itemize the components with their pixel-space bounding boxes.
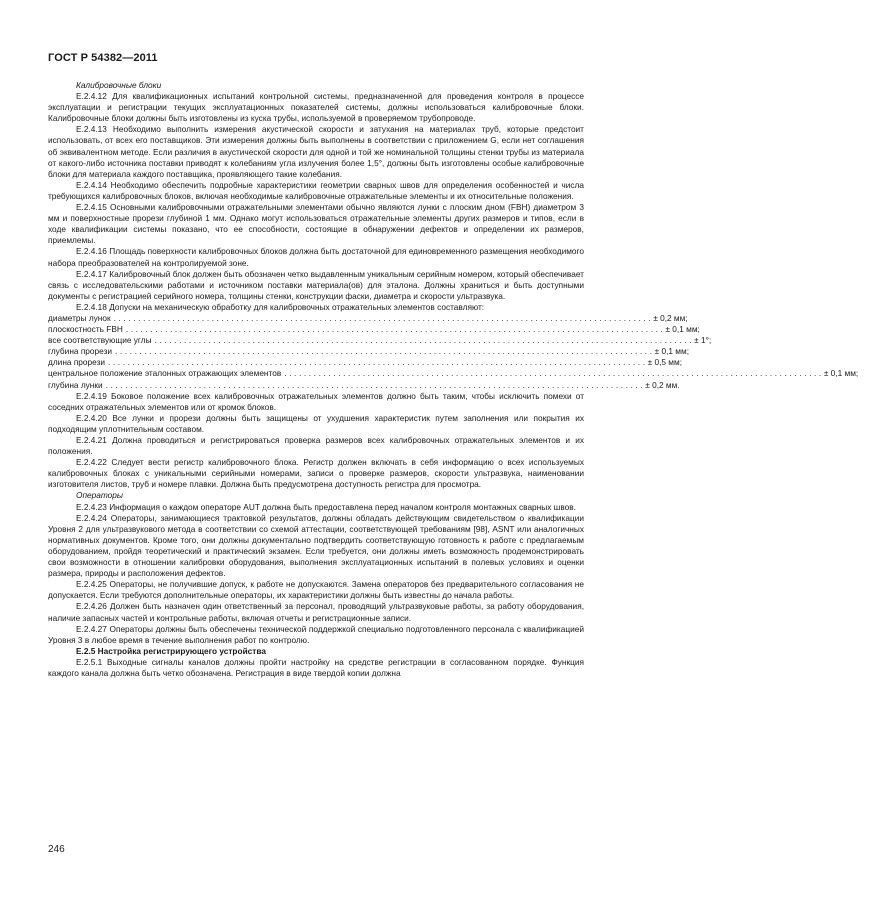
tolerance-row bbox=[48, 324, 700, 335]
paragraph-e-2-4-24: Е.2.4.24 Операторы, занимающиеся трактовкой результатов, должны обладать действующим свидетельством о квалификации Уровня 2 для ультразвукового метода в соответствии со схемой аттестации, соответствующей требованиям [98], ASNT или аналогичных нормативных документов. Кроме того, они должны документально подтвердить соответствующую готовность к работе с предлагаемым оборудованием, пройдя теоретический и практический экзамен. Если требуется, они должны иметь возможность продемонстрировать свои возможности в отношении калибровки оборудования, выполнения эксплуатационных испытаний в полевых условиях и оценки размера, природы и расположения дефектов. bbox=[48, 512, 584, 579]
paragraph-e-2-4-22: Е.2.4.22 Следует вести регистр калибровочного блока. Регистр должен включать в себя информацию о всех используемых калибровочных блоках с уникальными серийными номерами, записи о проверке размеров, скорости ультразвука, наименовании изготовителя листов, труб и номере плавки. Должна быть предусмотрена доступность регистра для просмотра. bbox=[48, 457, 584, 490]
dot-leader: .............................................................................................................. bbox=[113, 312, 654, 323]
dot-leader: .............................................................................................................. bbox=[125, 324, 666, 335]
paragraph-e-2-4-20: Е.2.4.20 Все лунки и прорези должны быть защищены от ухудшения характеристик путем заполнения или покрытия их подходящим уплотнительным составом. bbox=[48, 412, 584, 434]
tolerance-value: ± 0,2 мм. bbox=[645, 379, 680, 390]
paragraph-e-2-4-18: Е.2.4.18 Допуски на механическую обработку для калибровочных отражательных элементов составляют: bbox=[76, 301, 485, 312]
paragraph-e-2-4-14: Е.2.4.14 Необходимо обеспечить подробные характеристики геометрии сварных швов для определения особенностей и числа требующихся калибровочных блоков, включая необходимые калибровочные отражательные элементы и их относительные положения. bbox=[48, 179, 584, 201]
tolerance-value: ± 0,5 мм; bbox=[647, 357, 683, 368]
section-title-e-2-5: Е.2.5 Настройка регистрирующего устройства bbox=[76, 645, 266, 656]
tolerance-row bbox=[48, 357, 683, 368]
paragraph-e-2-4-27: Е.2.4.27 Операторы должны быть обеспечены технической поддержкой специально подготовленного персонала с квалификацией Уровня 3 в любое время в течение выполнения работ по контролю. bbox=[48, 623, 584, 645]
tolerance-list bbox=[48, 312, 859, 391]
paragraph-e-2-5-1: Е.2.5.1 Выходные сигналы каналов должны пройти настройку на средстве регистрации в согласованном порядке. Функция каждого канала должна быть четко обозначена. Регистрация в виде твердой копии должна bbox=[48, 656, 584, 678]
tolerance-row bbox=[48, 312, 688, 324]
paragraph-e-2-4-15: Е.2.4.15 Основными калибровочными отражательными элементами обычно являются лунки с плоским дном (FBH) диаметром 3 мм и поверхностные прорези глубиной 1 мм. Однако могут использоваться отражательные элементы других размеров и типов, если в ходе квалификации системы показано, что ее способности, состоящие в обнаружении дефектов и определении их размеров, приемлемы. bbox=[48, 202, 584, 246]
dot-leader: .............................................................................................................. bbox=[108, 357, 648, 368]
dot-leader: .............................................................................................................. bbox=[284, 368, 824, 379]
tolerance-row bbox=[48, 335, 712, 346]
tolerance-value: ± 1°; bbox=[694, 335, 712, 346]
tolerance-label: глубина лунки bbox=[48, 379, 103, 390]
paragraph-e-2-4-21: Е.2.4.21 Должна проводиться и регистрироваться проверка размеров всех калибровочных отражательных элементов и их положения. bbox=[48, 435, 584, 457]
tolerance-label: центральное положение эталонных отражающих элементов bbox=[48, 368, 282, 379]
tolerance-label: глубина прорези bbox=[48, 346, 113, 357]
tolerance-value: ± 0,1 мм; bbox=[823, 368, 859, 379]
tolerance-label: все соответствующие углы bbox=[48, 335, 152, 346]
tolerance-label: плоскостность FBH bbox=[48, 324, 123, 335]
section-title-calibration-blocks: Калибровочные блоки bbox=[76, 80, 162, 90]
tolerance-row bbox=[48, 379, 680, 391]
tolerance-label: длина прорези bbox=[48, 357, 106, 368]
paragraph-e-2-4-12: Е.2.4.12 Для квалификационных испытаний контрольной системы, предназначенной для проведения контроля в процессе эксплуатации и регистрации текущих эксплуатационных показателей системы, должны использоваться калибровочные блоки. Калибровочные блоки должны быть изготовлены из куска трубы, используемой в проверяемом трубопроводе. bbox=[48, 91, 584, 124]
tolerance-label: диаметры лунок bbox=[48, 312, 111, 323]
paragraph-e-2-4-25: Е.2.4.25 Операторы, не получившие допуск, к работе не допускаются. Замена операторов без предварительного согласования не допускается. Если требуются дополнительные операторы, их характеристики должны быть известны до начала работы. bbox=[48, 579, 584, 601]
document-header: ГОСТ Р 54382—2011 bbox=[48, 52, 158, 64]
paragraph-e-2-4-17: Е.2.4.17 Калибровочный блок должен быть обозначен четко выдавленным уникальным серийным номером, который обеспечивает связь с исследовательскими работами и источником поставки материала(ов) для эталона. Должны храниться и быть доступными документы с регистрацией серийного номера, толщины стенки, конструкции фаски, диаметра и скорости ультразвука. bbox=[48, 268, 584, 301]
page-number: 246 bbox=[48, 844, 65, 855]
section-title-operators: Операторы bbox=[76, 490, 124, 501]
document-body bbox=[48, 80, 859, 679]
tolerance-value: ± 0,2 мм; bbox=[653, 312, 688, 323]
tolerance-value: ± 0,1 мм; bbox=[654, 346, 690, 357]
tolerance-value: ± 0,1 мм; bbox=[665, 324, 700, 335]
paragraph-e-2-4-23: Е.2.4.23 Информация о каждом операторе AUT должна быть предоставлена перед началом контроля монтажных сварных швов. bbox=[76, 501, 576, 512]
tolerance-row bbox=[48, 346, 690, 357]
dot-leader: .............................................................................................................. bbox=[115, 346, 655, 357]
paragraph-e-2-4-16: Е.2.4.16 Площадь поверхности калибровочных блоков должна быть достаточной для единовременного размещения необходимого набора преобразователей на контролируемой зоне. bbox=[48, 246, 584, 268]
dot-leader: .............................................................................................................. bbox=[105, 379, 646, 390]
dot-leader: .............................................................................................................. bbox=[154, 335, 695, 346]
tolerance-row bbox=[48, 368, 859, 379]
paragraph-e-2-4-13: Е.2.4.13 Необходимо выполнить измерения акустической скорости и затухания на материалах труб, которые предстоит использовать, от всех его поставщиков. Эти измерения должны быть выполнены в соответствии с приложением G, если нет соглашения об эквивалентном методе. Если различия в акустической скорости для одной и той же номинальной толщины стенки трубы из материала от какого-либо источника поставки приводят к колебаниям угла излучения более 1,5°, должны быть изготовлены особые калибровочные блоки для материала каждого поставщика, проявляющего такие колебания. bbox=[48, 124, 584, 179]
paragraph-e-2-4-26: Е.2.4.26 Должен быть назначен один ответственный за персонал, проводящий ультразвуковые работы, за работу оборудования, наличие запасных частей и контрольные работы, включая отчеты и регистрационные записи. bbox=[48, 601, 584, 623]
paragraph-e-2-4-19: Е.2.4.19 Боковое положение всех калибровочных отражательных элементов должно быть таким, чтобы исключить помехи от соседних отражательных элементов или от кромок блоков. bbox=[48, 390, 584, 412]
